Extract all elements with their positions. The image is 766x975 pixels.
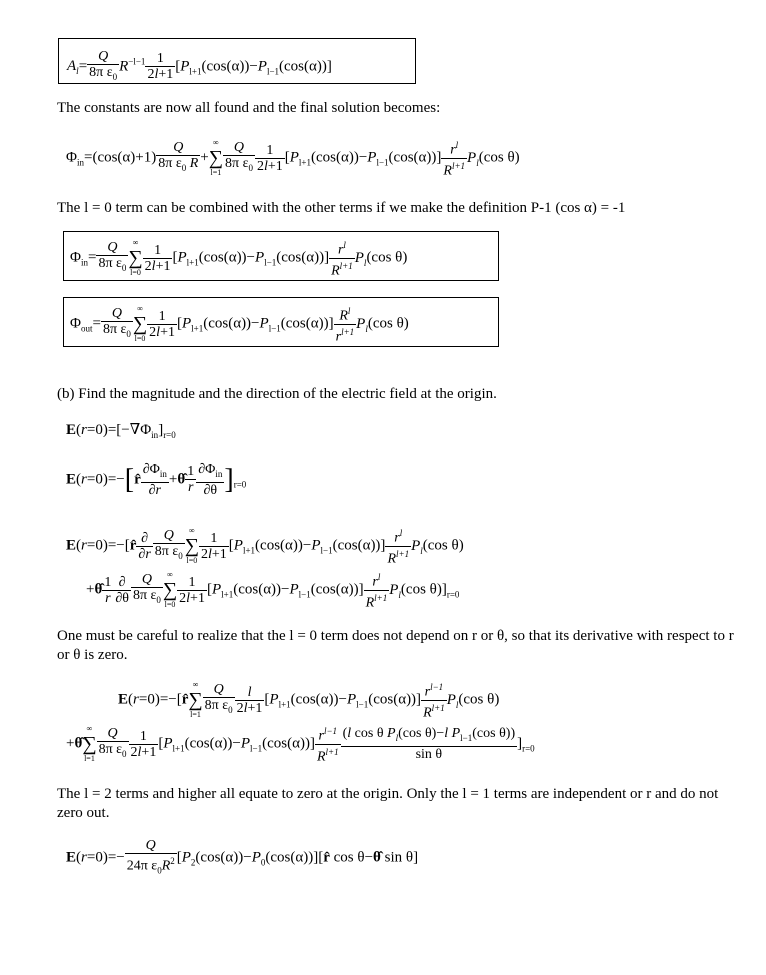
equation-E4b: +θ̂ ∞ ∑ l=1 $\frac{Q}{8\pi \varepsilon_0}$ $\frac{1}{2l+1}$ $[P_{l+1}(\cos(\alpha))-P_{l-1}(\cos(\alpha))]$ $\frac{r^{l-1}}{R^{l+1}}$ $\frac{(l \cos \theta P_l(\cos \theta)-l P_{l-1}(\cos \theta))}{\text{sin θ}}$ ]$_{r=0}$: [66, 724, 535, 765]
paragraph-l0-note: One must be careful to realize that the l = 0 term does not depend on r or θ, so that its derivative with respect to r or θ is zero.: [57, 628, 734, 663]
equation-phi-in: $\Phi_{in}=$ $\frac{Q}{8\pi \varepsilon_0}$ ∞ ∑ l=0 $\frac{1}{2l+1}$ $[P_{l+1}(\cos(\alpha))-P_{l-1}(\cos(\alpha))]$ $\frac{r^l}{R^{l+1}}$ $P_l(\cos$ θ): [63, 231, 499, 281]
equation-phi-in-full: $\Phi_{in}=(\cos(\alpha)+1)$ $\frac{Q}{8\pi \varepsilon_0 R}$ + ∞ ∑ l=1 $\frac{Q}{8\pi \varepsilon_0}$ $\frac{1}{2l+1}$ $[P_{l+1}(\cos(\alpha))-P_{l-1}(\cos(\alpha))]$ $\frac{r^l}{R^{l+1}}$ $P_l(\cos$ θ): [66, 138, 520, 179]
paragraph-l0-definition: The l = 0 term can be combined with the other terms if we make the definition P-1 (cos α) = -1: [57, 200, 626, 216]
paragraph-part-b: (b) Find the magnitude and the direction of the electric field at the origin.: [57, 386, 497, 402]
equation-E5: E(r=0)=− $\frac{Q}{24\pi \varepsilon_0R^2}$ $[P_2(\cos(\alpha))-P_0(\cos(\alpha))][r̂$ cos θ−θ̂ sin θ]: [66, 838, 419, 876]
equation-E1: $E(r=0)=[-\nabla\Phi_{in}]_{r=0}$: [66, 422, 176, 440]
equation-phi-out: $\Phi_{out}=$ $\frac{Q}{8\pi \varepsilon_0}$ ∞ ∑ l=0 $\frac{1}{2l+1}$ $[P_{l+1}(\cos(\alpha))-P_{l-1}(\cos(\alpha))]$ $\frac{R^l}{r^{l+1}}$ $P_l(\cos$ θ): [63, 297, 499, 347]
equation-E3b: +θ̂ $\frac{1}{r}$ $\frac{\partial}{\partial\theta}$ $\frac{Q}{8\pi \varepsilon_0}$ ∞ ∑ l=0 $\frac{1}{2l+1}$ $[P_{l+1}(\cos(\alpha))-P_{l-1}(\cos(\alpha))]$ $\frac{r^l}{R^{l+1}}$ $P_l(\cos$ $\theta)]_{r=0}$: [86, 570, 460, 611]
equation-E3a: E(r=0)=−[r̂ $\frac{\partial}{\partial r}$ $\frac{Q}{8\pi \varepsilon_0}$ ∞ ∑ l=0 $\frac{1}{2l+1}$ $[P_{l+1}(\cos(\alpha))-P_{l-1}(\cos(\alpha))]$ $\frac{r^l}{R^{l+1}}$ $P_l(\cos$ θ): [66, 526, 464, 567]
equation-E2: E(r=0)=−[r̂ $\frac{\partial\Phi_{in}}{\partial r}$ +θ̂ $\frac{1}{r}$ $\frac{\partial\Phi_{in}}{\partial\theta}$ ]$_{r=0}$: [66, 462, 247, 498]
paragraph-solution-intro: The constants are now all found and the final solution becomes:: [57, 100, 441, 116]
paragraph-l2-note: The l = 2 terms and higher all equate to zero at the origin. Only the l = 1 terms are independent or r and do not zero out.: [57, 786, 719, 821]
equation-A-l: [58, 38, 416, 84]
equation-A-l-render: $A_l=$ $\frac{Q}{8\pi \varepsilon_0}$ $R^{-l-1}$ $\frac{1}{2l+1}$ $[P_{l+1}(\cos(\alpha))-P_{l-1}(\cos(\alpha))]$: [67, 49, 332, 83]
equation-E4a: E(r=0)=−[r̂ ∞ ∑ l=1 $\frac{Q}{8\pi \varepsilon_0}$ $\frac{l}{2l+1}$ $[P_{l+1}(\cos(\alpha))-P_{l-1}(\cos(\alpha))]$ $\frac{r^{l-1}}{R^{l+1}}$ $P_l(\cos$ θ): [118, 680, 500, 721]
